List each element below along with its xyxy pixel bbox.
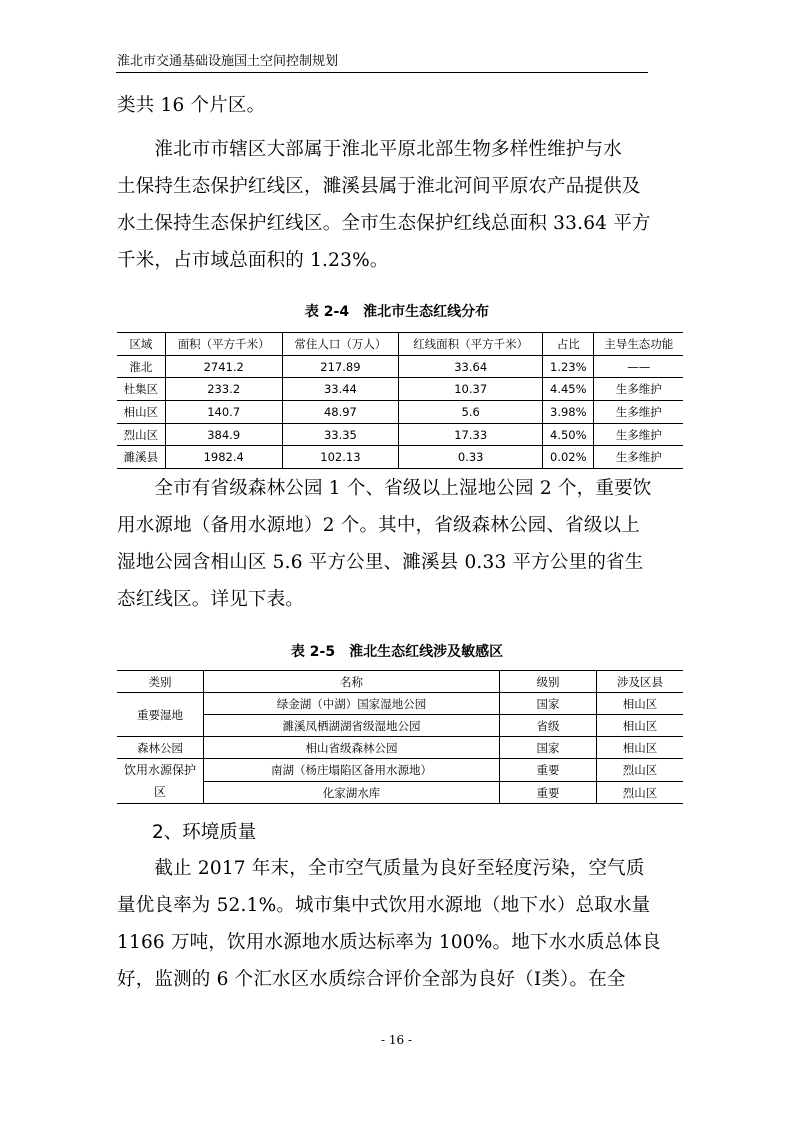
table-cell: 濉溪县 <box>117 446 165 469</box>
table-cell: 绿金湖（中湖）国家湿地公园 <box>204 693 500 715</box>
table-header-row <box>117 333 683 356</box>
table-cell: 相山区 <box>597 737 684 759</box>
table-cell: 3.98% <box>543 401 594 424</box>
table-cell: 217.89 <box>282 355 399 378</box>
table-header-cell: 红线面积（平方千米） <box>399 333 543 356</box>
table-header-cell: 名称 <box>204 671 500 693</box>
paragraph-line: 土保持生态保护红线区，濉溪县属于淮北河间平原农产品提供及 <box>117 176 641 197</box>
table-row <box>117 355 683 378</box>
table-cell: 国家 <box>500 737 597 759</box>
table-2-5 <box>117 670 683 804</box>
table-cell: 濉溪凤栖湖湖省级湿地公园 <box>204 715 500 737</box>
paragraph-4 <box>117 850 677 998</box>
table-cell: 杜集区 <box>117 378 165 401</box>
category-cell: 重要湿地 <box>117 693 204 737</box>
table-row <box>117 446 683 469</box>
table-header-cell: 涉及区县 <box>597 671 684 693</box>
table-cell: 生多维护 <box>594 401 683 424</box>
table-header-cell: 面积（平方千米） <box>165 333 282 356</box>
table-cell: 生多维护 <box>594 378 683 401</box>
table-cell: 140.7 <box>165 401 282 424</box>
table-header-cell: 常住人口（万人） <box>282 333 399 356</box>
table-cell: 重要 <box>500 781 597 804</box>
table-cell: 重要 <box>500 759 597 782</box>
paragraph-line: 用水源地（备用水源地）2 个。其中，省级森林公园、省级以上 <box>117 515 640 536</box>
table-cell: 2741.2 <box>165 355 282 378</box>
paragraph-line: 好，监测的 6 个汇水区水质综合评价全部为良好（Ⅰ类）。在全 <box>117 969 626 990</box>
category-line: 饮用水源保护 <box>123 763 196 778</box>
category-cell: 森林公园 <box>117 737 204 759</box>
paragraph-line: 1166 万吨，饮用水源地水质达标率为 100%。地下水水质总体良 <box>117 932 661 953</box>
category-cell <box>117 759 204 804</box>
table-cell: 1982.4 <box>165 446 282 469</box>
header-divider <box>116 72 648 73</box>
table-cell: 淮北 <box>117 355 165 378</box>
table-row <box>117 401 683 424</box>
table-row <box>117 693 683 715</box>
table-2-5-caption: 表 2-5 淮北生态红线涉及敏感区 <box>290 644 504 660</box>
paragraph-line: 截止 2017 年末，全市空气质量为良好至轻度污染，空气质 <box>117 858 645 879</box>
table-cell: 相山省级森林公园 <box>204 737 500 759</box>
table-header-cell: 主导生态功能 <box>594 333 683 356</box>
table-cell: 33.64 <box>399 355 543 378</box>
page-number: - 16 - <box>380 1033 412 1047</box>
table-cell: 4.50% <box>543 423 594 446</box>
table-cell: 33.44 <box>282 378 399 401</box>
table-cell: 48.97 <box>282 401 399 424</box>
table-cell: 烈山区 <box>597 759 684 782</box>
running-header-title: 淮北市交通基础设施国土空间控制规划 <box>117 54 339 69</box>
table-cell: 1.23% <box>543 355 594 378</box>
table-cell: 233.2 <box>165 378 282 401</box>
paragraph-line: 千米，占市域总面积的 1.23%。 <box>117 250 389 271</box>
table-cell: 省级 <box>500 715 597 737</box>
table-row <box>117 423 683 446</box>
table-cell: 南湖（杨庄塌陷区备用水源地） <box>204 759 500 782</box>
table-header-cell: 级别 <box>500 671 597 693</box>
table-cell: 0.02% <box>543 446 594 469</box>
paragraph-2 <box>117 131 677 279</box>
table-header-cell: 区域 <box>117 333 165 356</box>
table-2-4 <box>117 332 683 469</box>
table-cell: 0.33 <box>399 446 543 469</box>
paragraph-3 <box>117 470 677 618</box>
table-row <box>117 737 683 759</box>
paragraph-line: 量优良率为 52.1%。城市集中式饮用水源地（地下水）总取水量 <box>117 895 651 916</box>
table-cell: 相山区 <box>597 715 684 737</box>
table-cell: 5.6 <box>399 401 543 424</box>
paragraph-1 <box>117 87 677 124</box>
table-cell: 10.37 <box>399 378 543 401</box>
table-cell: 17.33 <box>399 423 543 446</box>
table-cell: 化家湖水库 <box>204 781 500 804</box>
paragraph-line: 淮北市市辖区大部属于淮北平原北部生物多样性维护与水 <box>117 139 622 160</box>
paragraph-line: 湿地公园含相山区 5.6 平方公里、濉溪县 0.33 平方公里的省生 <box>117 552 644 573</box>
table-cell: 384.9 <box>165 423 282 446</box>
table-cell: 4.45% <box>543 378 594 401</box>
table-cell: 33.35 <box>282 423 399 446</box>
table-cell: 生多维护 <box>594 446 683 469</box>
table-header-row <box>117 671 683 693</box>
table-cell: 生多维护 <box>594 423 683 446</box>
table-header-cell: 类别 <box>117 671 204 693</box>
table-cell: 国家 <box>500 693 597 715</box>
section-heading: 2、环境质量 <box>152 822 257 843</box>
paragraph-line: 全市有省级森林公园 1 个、省级以上湿地公园 2 个，重要饮 <box>117 478 652 499</box>
table-cell: 烈山区 <box>117 423 165 446</box>
table-row <box>117 759 683 782</box>
table-cell: 相山区 <box>117 401 165 424</box>
paragraph-line: 水土保持生态保护红线区。全市生态保护红线总面积 33.64 平方 <box>117 213 651 234</box>
table-2-4-caption: 表 2-4 淮北市生态红线分布 <box>304 304 490 320</box>
paragraph-line: 类共 16 个片区。 <box>117 95 266 116</box>
table-header-cell: 占比 <box>543 333 594 356</box>
table-row <box>117 378 683 401</box>
table-cell: 烈山区 <box>597 781 684 804</box>
table-cell: 相山区 <box>597 693 684 715</box>
category-line: 区 <box>153 785 166 800</box>
paragraph-line: 态红线区。详见下表。 <box>117 589 305 610</box>
table-cell: —— <box>594 355 683 378</box>
table-cell: 102.13 <box>282 446 399 469</box>
